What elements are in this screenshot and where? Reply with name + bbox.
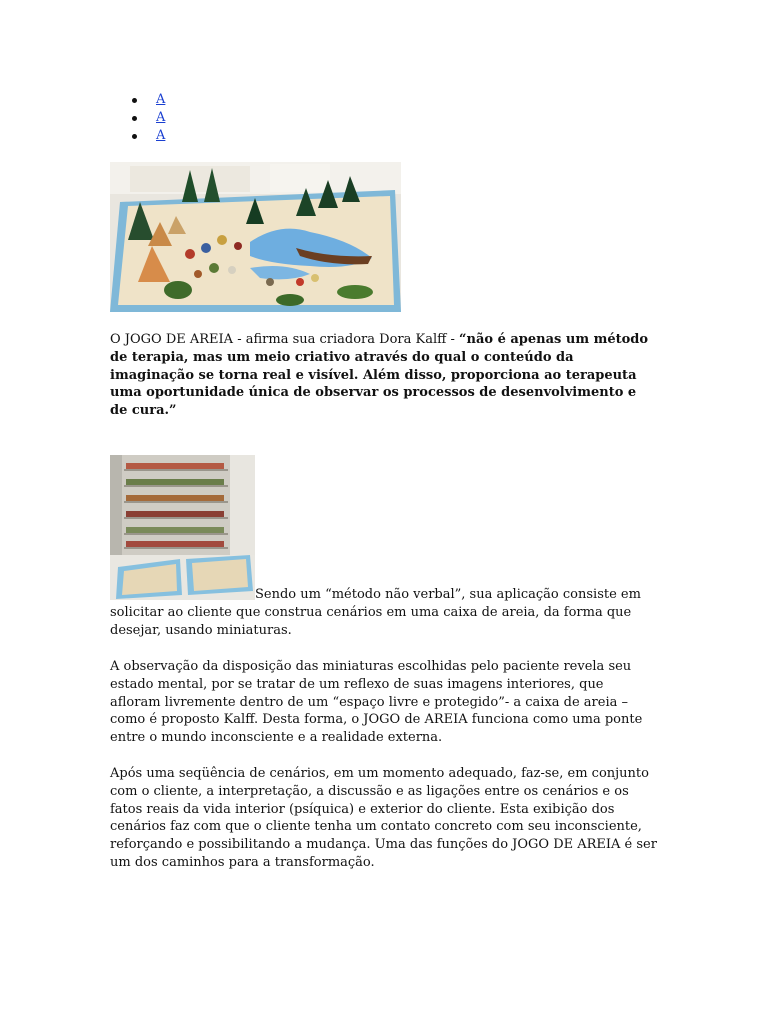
bullet-icon [132, 116, 137, 121]
link-list-item [130, 91, 165, 109]
paragraph-interpretation: Após uma seqüência de cenários, em um momento adequado, faz-se, em conjunto com o cliente, a interpretação, a discussão e as ligações entre os cenários e os fatos reais da vida interior (psíquica) e exterior do cliente. Esta exibição dos cenários faz com que o cliente tenha um contato concreto com seu inconsciente, reforçando e possibilitando a mudança. Uma das funções do JOGO DE AREIA é ser um dos caminhos para a transformação. [110, 766, 657, 870]
miniatures-shelf-photo [110, 455, 255, 600]
link-a-2[interactable]: A [156, 110, 166, 125]
paragraph-method-first-line: Sendo um “método não verbal”, sua aplicação consiste em [255, 587, 641, 602]
link-list-item [130, 127, 165, 145]
link-list-item [130, 109, 165, 127]
bullet-icon [132, 134, 137, 139]
sandtray-photo [110, 162, 401, 312]
link-list [130, 91, 165, 145]
paragraph-kalff-quote [110, 331, 658, 420]
link-a-3[interactable]: A [156, 128, 166, 143]
paragraph-intro: O JOGO DE AREIA - afirma sua criadora Dora Kalff - [110, 332, 460, 347]
bullet-icon [132, 98, 137, 103]
paragraph-observation: A observação da disposição das miniaturas escolhidas pelo paciente revela seu estado mental, por se tratar de um reflexo de suas imagens interiores, que afloram livremente dentro de um “espaço livre e protegido”- a caixa de areia – como é proposto Kalff. Desta forma, o JOGO de AREIA funciona como uma ponte entre o mundo inconsciente e a realidade externa. [110, 659, 643, 746]
paragraph-method-rest: solicitar ao cliente que construa cenários em uma caixa de areia, da forma que desejar, usando miniaturas. [110, 605, 632, 638]
kalff-quote: “não é apenas um método de terapia, mas um meio criativo através do qual o conteúdo da imaginação se torna real e visível. Além disso, proporciona ao terapeuta uma oportunidade única de observar os processos de desenvolvimento e de cura.” [110, 332, 649, 419]
link-a-1[interactable]: A [156, 92, 166, 107]
